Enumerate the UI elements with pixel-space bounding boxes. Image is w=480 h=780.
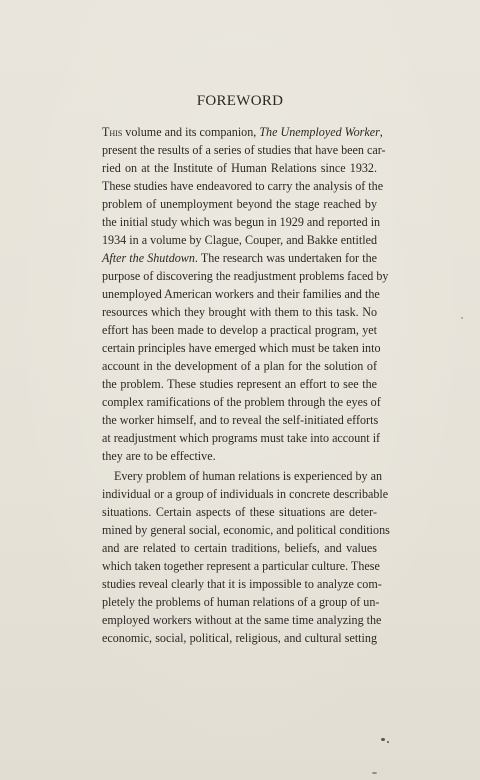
paper-speck — [297, 148, 299, 150]
text-line: pletely the problems of human relations of a group of un- — [102, 595, 380, 609]
text-line: complex ramifications of the problem through the eyes of — [102, 395, 381, 409]
text-line: resources which they brought with them to this task. No — [102, 305, 377, 319]
text-line: unemployed American workers and their families and the — [102, 287, 380, 301]
text-line — [102, 249, 377, 267]
text-line: studies reveal clearly that it is impossible to analyze com- — [102, 577, 382, 591]
text-line: present the results of a series of studies that have been car- — [102, 143, 386, 157]
paper-speck — [381, 738, 385, 741]
text-run: . The research was undertaken for the — [194, 251, 377, 265]
page-heading: FOREWORD — [196, 93, 284, 109]
text-line: employed workers without at the same time analyzing the — [102, 613, 382, 627]
paper-speck — [461, 317, 463, 319]
text-run: , — [379, 125, 383, 139]
text-line: the problem. These studies represent an effort to see the — [102, 377, 377, 391]
book-title: The Unemployed Worker — [259, 125, 380, 139]
text-line: mined by general social, economic, and political conditions — [102, 523, 390, 537]
text-line: individual or a group of individuals in concrete describable — [102, 487, 389, 501]
text-line: effort has been made to develop a practical program, yet — [102, 323, 377, 337]
text-line: which taken together represent a particular culture. These — [102, 559, 380, 573]
text-line: at readjustment which programs must take into account if — [102, 431, 381, 445]
text-line: ried on at the Institute of Human Relations since 1932. — [102, 161, 377, 175]
small-caps-lead: This — [102, 125, 123, 139]
text-line — [102, 123, 383, 141]
text-line: and are related to certain traditions, beliefs, and values — [102, 541, 377, 555]
paper-speck — [372, 772, 377, 774]
text-line: These studies have endeavored to carry the analysis of the — [102, 179, 384, 193]
text-line: the worker himself, and to reveal the self-initiated efforts — [102, 413, 379, 427]
text-line: problem of unemployment beyond the stage reached by — [102, 197, 377, 211]
text-line: situations. Certain aspects of these situations are deter- — [102, 505, 377, 519]
text-line: certain principles have emerged which must be taken into — [102, 341, 381, 355]
text-line: Every problem of human relations is experienced by an — [114, 469, 382, 483]
paper-speck — [387, 741, 389, 743]
text-line: 1934 in a volume by Clague, Couper, and Bakke entitled — [102, 233, 377, 247]
text-line: account in the development of a plan for the solution of — [102, 359, 377, 373]
text-line: economic, social, political, religious, and cultural setting — [102, 631, 377, 645]
book-title: After the Shutdown — [102, 251, 195, 265]
text-run: volume and its companion, — [122, 125, 260, 139]
text-line: the initial study which was begun in 1929 and reported in — [102, 215, 381, 229]
text-line: they are to be effective. — [102, 449, 216, 463]
text-line: purpose of discovering the readjustment problems faced by — [102, 269, 389, 283]
